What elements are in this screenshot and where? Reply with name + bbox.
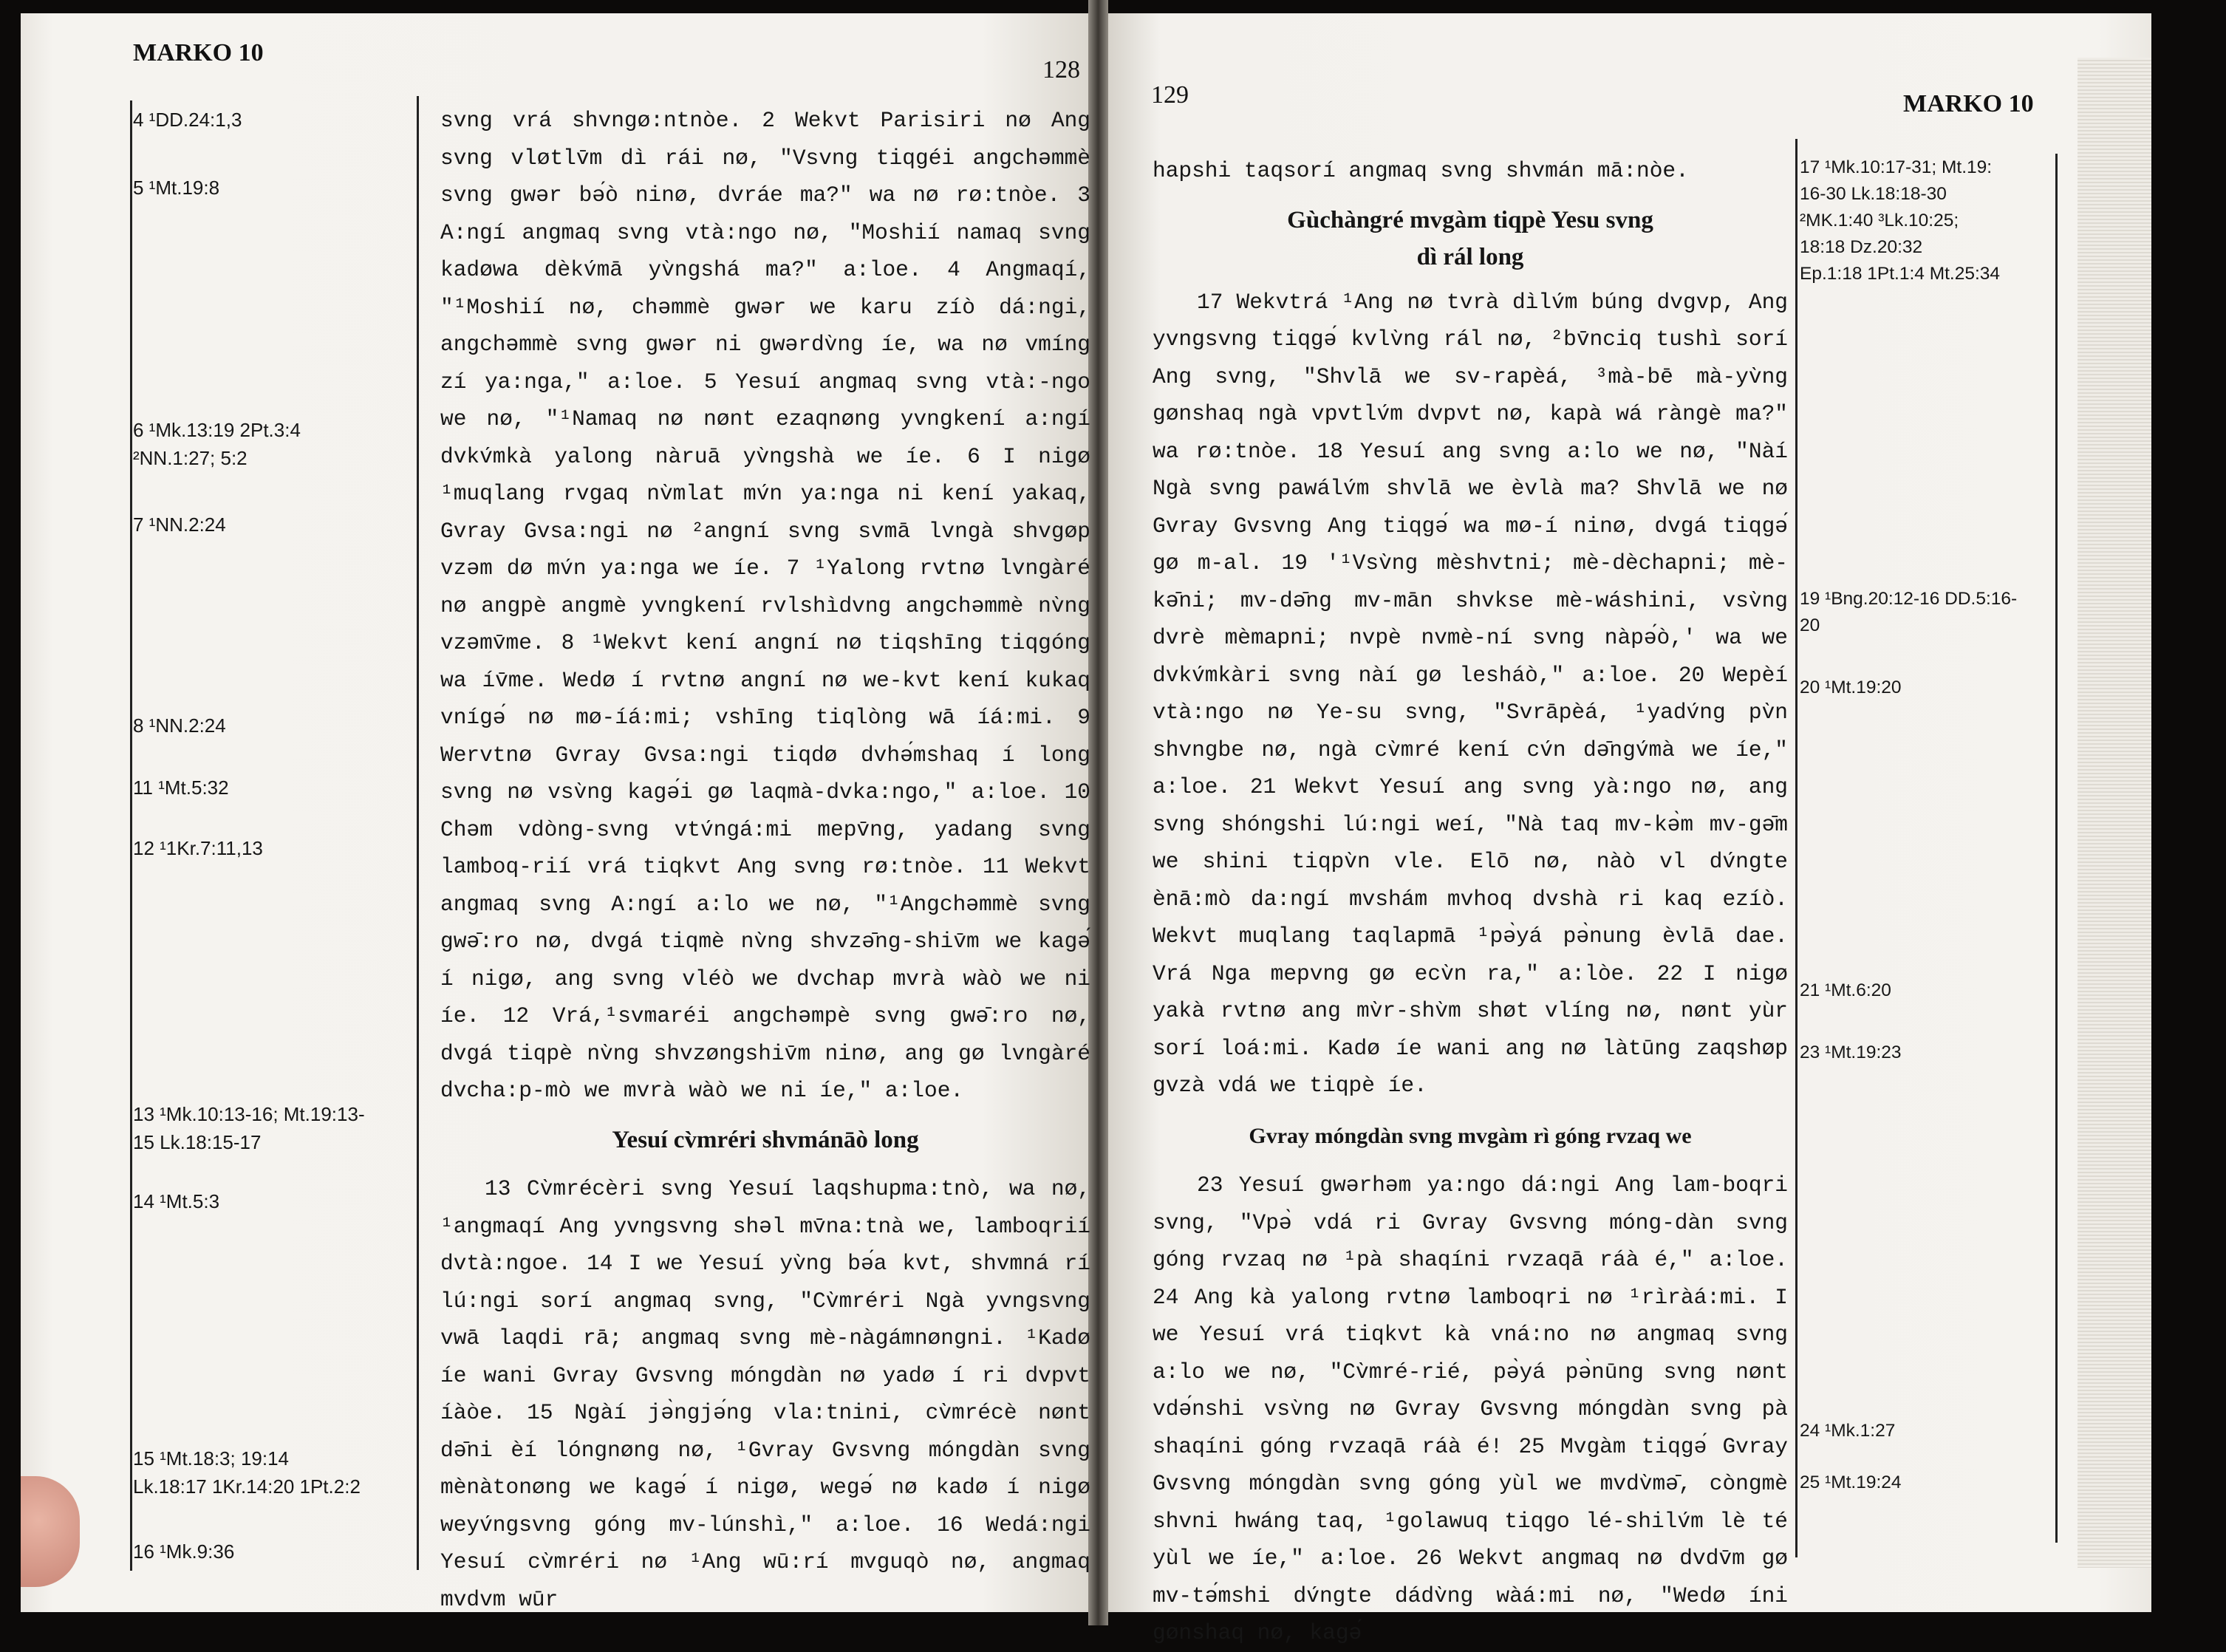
cross-reference: Lk.18:17 1Kr.14:20 1Pt.2:2	[133, 1475, 361, 1498]
cross-reference: ²NN.1:27; 5:2	[133, 447, 247, 469]
cross-reference: 7 ¹NN.2:24	[133, 513, 226, 536]
right-page	[1108, 13, 2151, 1645]
running-title: MARKO 10	[133, 39, 264, 66]
cross-reference: 23 ¹Mt.19:23	[1800, 1042, 1902, 1062]
cross-reference-column	[133, 13, 414, 1609]
cross-reference: 11 ¹Mt.5:32	[133, 776, 229, 799]
book-gutter	[1088, 0, 1108, 1625]
cross-reference-column	[1800, 13, 2054, 1609]
cross-reference: 25 ¹Mt.19:24	[1800, 1472, 1902, 1492]
left-text-column	[440, 102, 1090, 1618]
cross-reference: 8 ¹NN.2:24	[133, 714, 226, 737]
cross-reference: 20	[1800, 615, 1820, 635]
cross-reference: 16 ¹Mk.9:36	[133, 1540, 235, 1563]
right-text-column	[1153, 152, 1788, 1652]
text-column-rule	[1795, 139, 1797, 1557]
left-page	[21, 13, 1088, 1612]
cross-reference: 13 ¹Mk.10:13-16; Mt.19:13-	[133, 1103, 365, 1125]
cross-reference: 14 ¹Mt.5:3	[133, 1190, 220, 1212]
cross-reference: 4 ¹DD.24:1,3	[133, 109, 242, 131]
reference-column-rule	[130, 100, 132, 1571]
cross-reference: 17 ¹Mk.10:17-31; Mt.19:	[1800, 157, 1993, 177]
section-heading: Gùchàngré mvgàm tiqpè Yesu svng	[1287, 206, 1653, 233]
cross-reference: 24 ¹Mk.1:27	[1800, 1421, 1896, 1441]
thumb	[21, 1476, 80, 1587]
scripture-paragraph: 23 Yesuí gwərhəm ya:ngo dá:ngi Ang lam-boqri svng, "Vpə̀ vdá ri Gvray Gvsvng móng-dàn svng góng rvzaq nø ¹pà shaqíni rvzaqā ráà é," a:loe. 24 Ang kà yalong rvtnø lamboqri nø ¹rìràá:mi. I we Yesuí vrá tiqkvt kà vná:no nø angmaq svng a:lo we nø, "Cv̀mré-rié, pə̀yá pə̀nūng svng nønt vdə́nshi vsv̀ng nø Gvray Gvsvng móngdàn svng pà shaqíni góng rvzaqā ráà é! 25 Mvgàm tiqgə́ Gvray Gvsvng móngdàn svng góng yùl we mvdv̀mə̄, còngmè shvni hwáng taq, ¹golawuq tiqgo lé-shilv́m lè té yùl we íe," a:loe. 26 Wekvt angmaq nø dvdv̄m gø mv-tə́mshi dv́ngte dádv̀ng wàá:mi nø, "Wedø íni gønshaq nø, kagə́	[1153, 1173, 1788, 1645]
scripture-paragraph: 17 Wekvtrá ¹Ang nø tvrà dìlv́m búng dvgvp, Ang yvngsvng tiqgə́ kvlv̀ng rál nø, ²bv̄nciq tushì sorí Ang svng, "Shvlā we sv-rapèá, ³mà-bē mà-yv̀ng gønshaq ngà vpvtlv́m dvpvt nø, kapà wá ràngè ma?" wa rø:tnòe. 18 Yesuí ang svng a:lo we nø, "Nàí Ngà svng pawálv́m shvlā we èvlà ma? Shvlā we nø Gvray Gvsvng Ang tiqgə́ wa mø-í ninø, dvgá tiqgə́ gø m-al. 19 '¹Vsv̀ng mèshvtni; mè-dèchapni; mè-kə̄ni; mv-də̄ng mv-mān shvkse mè-wáshini, vsv̀ng dvrè mèmapni; nvpè nvmè-ní svng nàpə́ò,' wa we dvkv́mkàri svng nàí gø lesháò," a:loe. 20 Wepèí vtà:ngo nø Ye-su svng, "Svrāpèá, ¹yadv́ng pv̀n shvngbe nø, ngà cv̀mré kení cv́n də̄ngv́mà we íe," a:loe. 21 Wekvt Yesuí ang svng yà:ngo nø, ang svng shóngshi lú:ngi weí, "Nà taq mv-kə̀m mv-gə̄m we shini tiqpv̀n vle. Elō nø, nàò vl dv́ngte ènā:mò da:ngí mvshám mvhoq dvshà ri kaq ezíò. Wekvt muqlang taqlapmā ¹pə̀yá pə̀nung èvlā dae. Vrá Nga mepvng gø ecv̀n ra," a:lòe. 22 I nigø yakà rvtnø ang mv̀r-shv̀m shøt vlíng nø, nønt yùr sorí loá:mi. Kadø íe wani ang nø làtūng zaqshøp gvzà vdá we tiqpè íe.	[1153, 289, 1788, 1098]
scripture-paragraph: 13 Cv̀mrécèri svng Yesuí laqshupma:tnò, wa nø, ¹angmaqí Ang yvngsvng shəl mv̄na:tnà we, lamboqrií dvtà:ngoe. 14 I we Yesuí yv̀ng bə́a kvt, shvmná rí lú:ngi sorí angmaq svng, "Cv̀mréri Ngà yvngsvng vwā laqdi rā; angmaq svng mè-nàgámnøngni. ¹Kadø íe wani Gvray Gvsvng móngdàn nø yadø í ri dvpvt íàòe. 15 Ngàí jə̀ngjə́ng vla:tnini, cv̀mrécè nønt də̄ni èí lóngnøng nø, ¹Gvray Gvsvng móngdàn svng mènàtonøng we kagə́ í nigø, wegə́ nø kadø í nigø weyv́ngsvng góng mv-lúnshì," a:loe. 16 Wedá:ngi Yesuí cv̀mréri nø ¹Ang wū:rí mvguqò nø, angmaq mvdvm wūr	[440, 1176, 1090, 1612]
page-number: 128	[1042, 56, 1080, 83]
section-heading: dì rál long	[1416, 244, 1524, 270]
cross-reference: 15 ¹Mt.18:3; 19:14	[133, 1447, 290, 1470]
running-title: MARKO 10	[1903, 90, 2034, 117]
text-column-rule	[417, 96, 419, 1570]
section-heading: Yesuí cv̀mréri shvmánāò long	[612, 1126, 919, 1153]
cross-reference: 5 ¹Mt.19:8	[133, 177, 220, 199]
cross-reference: ²MK.1:40 ³Lk.10:25;	[1800, 211, 1959, 231]
reference-column-rule	[2055, 154, 2058, 1543]
cross-reference: 15 Lk.18:15-17	[133, 1131, 262, 1153]
cross-reference: 21 ¹Mt.6:20	[1800, 980, 1891, 1000]
cross-reference: 16-30 Lk.18:18-30	[1800, 184, 1947, 204]
scripture-paragraph: svng vrá shvngø:ntnòe. 2 Wekvt Parisiri nø Ang svng vløtlv̄m dì rái nø, "Vsvng tiqgéi angchəmmè svng gwər bə́ò ninø, dvráe ma?" wa nø rø:tnòe. 3 A:ngí angmaq svng vtà:ngo nø, "Moshií namaq svng kadøwa dèkv́mā yv̀ngshá ma?" a:loe. 4 Angmaqí, "¹Moshií nø, chəmmè gwər we karu zíò dá:ngi, angchəmmè svng gwər ni gwərdv̀ng íe, wa nø vmíng zí ya:nga," a:loe. 5 Yesuí angmaq svng vtà:-ngo we nø, "¹Namaq nø nønt ezaqnøng yvngkení a:ngí dvkv́mkà yalong nàruā yv̀ngshà we íe. 6 I nigø ¹muqlang rvgaq nv̀mlat mv́n ya:nga ni kení yakaq, Gvray Gvsa:ngi nø ²angní svng svmā lvngà shvgøp vzəm dø mv́n ya:nga we íe. 7 ¹Yalong rvtnø lvngàré nø angpè angmè yvngkení rvlshìdvng angchəmmè nv̀ng vzəmv̄me. 8 ¹Wekvt kení angní nø tiqshīng tiqgóng wa ív̄me. Wedø í rvtnø angní nø we-kvt kení kukaq vnígə́ nø mø-íá:mi; vshīng tiqlòng wā íá:mi. 9 Wervtnø Gvray Gvsa:ngi tiqdø dvhə́mshaq í long svng nø vsv̀ng kagə́i gø laqmà-dvka:ngo," a:loe. 10 Chəm vdòng-svng vtv́ngá:mi mepv̄ng, yadang svng lamboq-rií vrá tiqkvt Ang svng rø:tnòe. 11 Wekvt angmaq svng A:ngí a:lo we nø, "¹Angchəmmè svng gwə̄:ro nø, dvgá tiqmè nv̀ng shvzə̄ng-shiv̄m we kagə́ í nigø, ang svng vléò we dvchap mvrà wàò we ni íe. 12 Vrá,¹svmaréi angchəmpè svng gwə̄:ro nø, dvgá tiqpè nv̀ng shvzøngshiv̄m ninø, ang gø lvngàré dvcha:p-mò we mvrà wàò we ni íe," a:loe.	[440, 108, 1090, 1103]
cross-reference: 20 ¹Mt.19:20	[1800, 677, 1902, 697]
scripture-paragraph: hapshi taqsorí angmaq svng shvmán mā:nòe.	[1153, 158, 1689, 183]
cross-reference: 12 ¹1Kr.7:11,13	[133, 837, 263, 859]
cross-reference: 19 ¹Bng.20:12-16 DD.5:16-	[1800, 589, 2018, 609]
page-number: 129	[1151, 81, 1189, 109]
cross-reference: Ep.1:18 1Pt.1:4 Mt.25:34	[1800, 264, 2001, 284]
section-heading: Gvray móngdàn svng mvgàm rì góng rvzaq we	[1249, 1123, 1692, 1148]
cross-reference: 6 ¹Mk.13:19 2Pt.3:4	[133, 419, 301, 441]
page-edges	[2078, 58, 2151, 1568]
cross-reference: 18:18 Dz.20:32	[1800, 237, 1923, 257]
